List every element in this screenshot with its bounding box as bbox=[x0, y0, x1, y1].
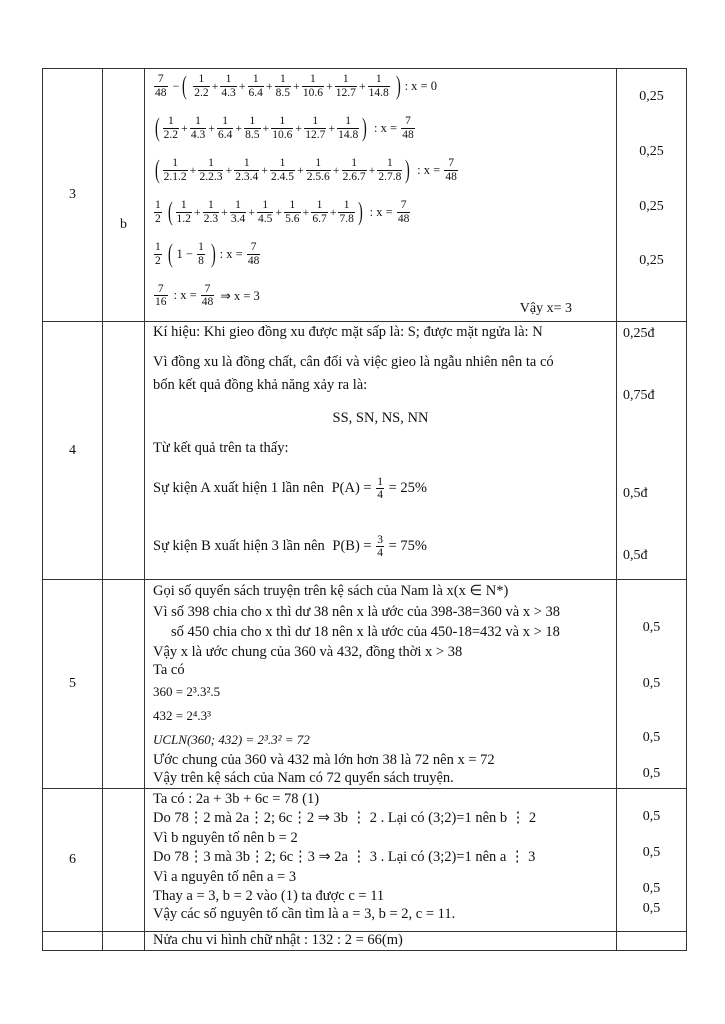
plus-sign: + bbox=[275, 204, 283, 219]
q6-line-3: Vì b nguyên tố nên b = 2 bbox=[153, 830, 298, 846]
q6-line-7: Vậy các số nguyên tố cần tìm là a = 3, b = 2, c = 11. bbox=[153, 906, 456, 922]
score: 0,5 bbox=[642, 766, 661, 781]
q5-line-5: Ta có bbox=[153, 662, 185, 678]
question-6-row bbox=[43, 789, 687, 932]
unit-fraction: $\frac{1}{5.6}$ bbox=[285, 199, 300, 225]
q7-line-1: Nửa chu vi hình chữ nhật : 132 : 2 = 66(m) bbox=[153, 932, 403, 948]
unit-fraction: $\frac{1}{4.3}$ bbox=[190, 115, 206, 141]
plus-sign: + bbox=[235, 120, 243, 135]
question-5-row bbox=[43, 580, 687, 789]
plus-sign: + bbox=[295, 120, 303, 135]
q5-line-7: 432 = 2⁴.3³ bbox=[153, 708, 212, 723]
plus-sign: + bbox=[261, 162, 269, 177]
unit-fraction: $\frac{1}{12.7}$ bbox=[335, 73, 356, 99]
unit-fraction: $\frac{1}{2.3}$ bbox=[203, 199, 219, 225]
unit-fraction: $\frac{1}{2.4.5}$ bbox=[271, 157, 295, 183]
score: 0,5đ bbox=[623, 548, 648, 563]
q5-line-1: Gọi số quyển sách truyện trên kệ sách của Nam là x(x ∈ N*) bbox=[153, 583, 509, 599]
q5-line-10: Vậy trên kệ sách của Nam có 72 quyển sách truyện. bbox=[153, 770, 454, 786]
unit-fraction: $\frac{1}{2.3.4}$ bbox=[235, 157, 259, 183]
q3-line-4: $\frac{1}{2}$ ( $\frac{1}{1.2}$ + $\frac{1}{2.3}$ + $\frac{1}{3.4}$ + $\frac{1}{4.5}$ + $\frac{1}{5.6}$ + $\frac{1}{6.7}$ + $\frac{1}{7.8}$ ) : x = $\frac{7}{48}$ bbox=[155, 197, 410, 226]
unit-fraction: $\frac{1}{10.6}$ bbox=[272, 115, 293, 141]
score: 0,5đ bbox=[623, 486, 648, 501]
plus-sign: + bbox=[265, 78, 273, 93]
empty-part-cell bbox=[103, 932, 145, 951]
plus-sign: + bbox=[181, 120, 188, 135]
plus-sign: + bbox=[328, 120, 336, 135]
score: 0,25 bbox=[639, 199, 664, 214]
question-number: 5 bbox=[43, 580, 103, 789]
plus-sign: + bbox=[297, 162, 304, 177]
q3-line-5: $\frac{1}{2}$ ( 1 − $\frac{1}{8}$ ) : x = $\frac{7}{48}$ bbox=[155, 239, 260, 268]
empty-part-cell bbox=[103, 322, 145, 580]
q4-outcomes: SS, SN, NS, NN bbox=[332, 410, 429, 426]
q5-points bbox=[617, 580, 687, 789]
unit-fraction: $\frac{1}{6.4}$ bbox=[248, 73, 263, 99]
score: 0,75đ bbox=[623, 388, 655, 403]
q6-line-6: Thay a = 3, b = 2 vào (1) ta được c = 11 bbox=[153, 888, 385, 904]
q4-points bbox=[617, 322, 687, 580]
plus-sign: + bbox=[302, 204, 310, 219]
unit-fraction: $\frac{1}{2.2.3}$ bbox=[199, 157, 223, 183]
question-3-solution bbox=[145, 69, 617, 322]
q3-line-1: $\frac{7}{48}$ − ( $\frac{1}{2.2}$ + $\frac{1}{4.3}$ + $\frac{1}{6.4}$ + $\frac{1}{8.5}$ + $\frac{1}{10.6}$ + $\frac{1}{12.7}$ + $\frac{1}{14.8}$ ) : x = 0 bbox=[155, 71, 437, 100]
plus-sign: + bbox=[262, 120, 270, 135]
question-4-solution bbox=[145, 322, 617, 580]
q6-line-5: Vì a nguyên tố nên a = 3 bbox=[153, 869, 297, 885]
question-5-solution bbox=[145, 580, 617, 789]
score: 0,5 bbox=[642, 901, 661, 916]
plus-sign: + bbox=[329, 204, 337, 219]
score: 0,5 bbox=[642, 676, 661, 691]
plus-sign: + bbox=[248, 204, 256, 219]
score: 0,5 bbox=[642, 809, 661, 824]
unit-fraction: $\frac{1}{3.4}$ bbox=[230, 199, 246, 225]
unit-fraction: $\frac{1}{14.8}$ bbox=[338, 115, 359, 141]
q6-line-1: Ta có : 2a + 3b + 6c = 78 (1) bbox=[153, 791, 320, 807]
q6-line-2: Do 78⋮2 mà 2a⋮2; 6c⋮2 ⇒ 3b ⋮ 2 . Lại có (3;2)=1 nên b ⋮ 2 bbox=[153, 810, 537, 826]
q4-event-a: Sự kiện A xuất hiện 1 lần nên P(A) = $\frac{1}{4}$ = 25% bbox=[153, 476, 427, 502]
empty-part-cell bbox=[103, 580, 145, 789]
plus-sign: + bbox=[225, 162, 233, 177]
q4-line-3: bốn kết quả đồng khả năng xảy ra là: bbox=[153, 377, 368, 393]
score: 0,25đ bbox=[623, 326, 655, 341]
question-6-solution bbox=[145, 789, 617, 932]
q5-line-3: số 450 chia cho x thì dư 18 nên x là ước của 450-18=432 và x > 18 bbox=[171, 624, 560, 640]
q5-line-2: Vì số 398 chia cho x thì dư 38 nên x là ước của 398-38=360 và x > 38 bbox=[153, 604, 560, 620]
q5-line-9: Ước chung của 360 và 432 mà lớn hơn 38 là 72 nên x = 72 bbox=[153, 752, 495, 768]
q5-line-8: UCLN(360; 432) = 2³.3² = 72 bbox=[153, 732, 310, 747]
unit-fraction: $\frac{1}{14.8}$ bbox=[368, 73, 389, 99]
score: 0,25 bbox=[639, 89, 664, 104]
plus-sign: + bbox=[332, 162, 340, 177]
q3-line-2: ( $\frac{1}{2.2}$ + $\frac{1}{4.3}$ + $\frac{1}{6.4}$ + $\frac{1}{8.5}$ + $\frac{1}{10.6}$ + $\frac{1}{12.7}$ + $\frac{1}{14.8}$ ) : x = $\frac{7}{48}$ bbox=[154, 113, 414, 142]
question-number: 4 bbox=[43, 322, 103, 580]
q3-conclusion: Vậy x= 3 bbox=[519, 301, 572, 316]
plus-sign: + bbox=[193, 204, 201, 219]
question-number: 6 bbox=[43, 789, 103, 932]
plus-sign: + bbox=[221, 204, 228, 219]
plus-sign: + bbox=[368, 162, 376, 177]
q4-event-b: Sự kiện B xuất hiện 3 lần nên P(B) = $\frac{3}{4}$ = 75% bbox=[153, 534, 427, 560]
plus-sign: + bbox=[208, 120, 215, 135]
unit-fraction: $\frac{1}{2.7.8}$ bbox=[378, 157, 402, 183]
unit-fraction: $\frac{1}{6.7}$ bbox=[312, 199, 327, 225]
unit-fraction: $\frac{1}{8.5}$ bbox=[245, 115, 260, 141]
score: 0,5 bbox=[642, 620, 661, 635]
question-7-solution bbox=[145, 932, 617, 951]
q4-line-4: Từ kết quả trên ta thấy: bbox=[153, 440, 289, 456]
score: 0,25 bbox=[639, 144, 664, 159]
score: 0,25 bbox=[639, 253, 664, 268]
plus-sign: + bbox=[238, 78, 246, 93]
q7-points bbox=[617, 932, 687, 951]
question-4-row bbox=[43, 322, 687, 580]
unit-fraction: $\frac{1}{2.2}$ bbox=[163, 115, 179, 141]
plus-sign: + bbox=[325, 78, 333, 93]
question-3-row bbox=[43, 69, 687, 322]
q4-line-2: Vì đồng xu là đồng chất, cân đối và việc gieo là ngẫu nhiên nên ta có bbox=[153, 354, 554, 370]
unit-fraction: $\frac{1}{7.8}$ bbox=[339, 199, 354, 225]
q3-line-6: $\frac{7}{16}$ : x = $\frac{7}{48}$ ⇒ x = 3 bbox=[155, 283, 260, 309]
question-7-row bbox=[43, 932, 687, 951]
answer-table bbox=[42, 68, 687, 951]
empty-number-cell bbox=[43, 932, 103, 951]
plus-sign: + bbox=[189, 162, 197, 177]
unit-fraction: $\frac{1}{2.1.2}$ bbox=[163, 157, 187, 183]
question-number: 3 bbox=[43, 69, 103, 322]
q3-points bbox=[617, 69, 687, 322]
score: 0,5 bbox=[642, 845, 661, 860]
plus-sign: + bbox=[358, 78, 366, 93]
unit-fraction: $\frac{1}{1.2}$ bbox=[176, 199, 191, 225]
question-part: b bbox=[103, 69, 145, 322]
unit-fraction: $\frac{1}{12.7}$ bbox=[305, 115, 326, 141]
plus-sign: + bbox=[211, 78, 219, 93]
unit-fraction: $\frac{1}{4.5}$ bbox=[258, 199, 273, 225]
q6-points bbox=[617, 789, 687, 932]
plus-sign: + bbox=[293, 78, 300, 93]
q3-line-3: ( $\frac{1}{2.1.2}$ + $\frac{1}{2.2.3}$ + $\frac{1}{2.3.4}$ + $\frac{1}{2.4.5}$ + $\frac{1}{2.5.6}$ + $\frac{1}{2.6.7}$ + $\frac{1}{2.7.8}$ ) : x = $\frac{7}{48}$ bbox=[154, 155, 457, 184]
unit-fraction: $\frac{1}{2.5.6}$ bbox=[306, 157, 330, 183]
unit-fraction: $\frac{1}{2.2}$ bbox=[194, 73, 209, 99]
score: 0,5 bbox=[642, 730, 661, 745]
unit-fraction: $\frac{1}{8.5}$ bbox=[275, 73, 291, 99]
score: 0,5 bbox=[642, 881, 661, 896]
q5-line-6: 360 = 2³.3².5 bbox=[153, 684, 221, 699]
q6-line-4: Do 78⋮3 mà 3b⋮2; 6c⋮3 ⇒ 2a ⋮ 3 . Lại có (3;2)=1 nên a ⋮ 3 bbox=[153, 849, 536, 865]
unit-fraction: $\frac{1}{10.6}$ bbox=[302, 73, 323, 99]
empty-part-cell bbox=[103, 789, 145, 932]
unit-fraction: $\frac{1}{4.3}$ bbox=[221, 73, 236, 99]
unit-fraction: $\frac{1}{2.6.7}$ bbox=[342, 157, 366, 183]
unit-fraction: $\frac{1}{6.4}$ bbox=[217, 115, 233, 141]
q4-line-1: Kí hiệu: Khi gieo đồng xu được mặt sấp là: S; được mặt ngửa là: N bbox=[153, 324, 543, 340]
q5-line-4: Vậy x là ước chung của 360 và 432, đồng thời x > 38 bbox=[153, 644, 463, 660]
